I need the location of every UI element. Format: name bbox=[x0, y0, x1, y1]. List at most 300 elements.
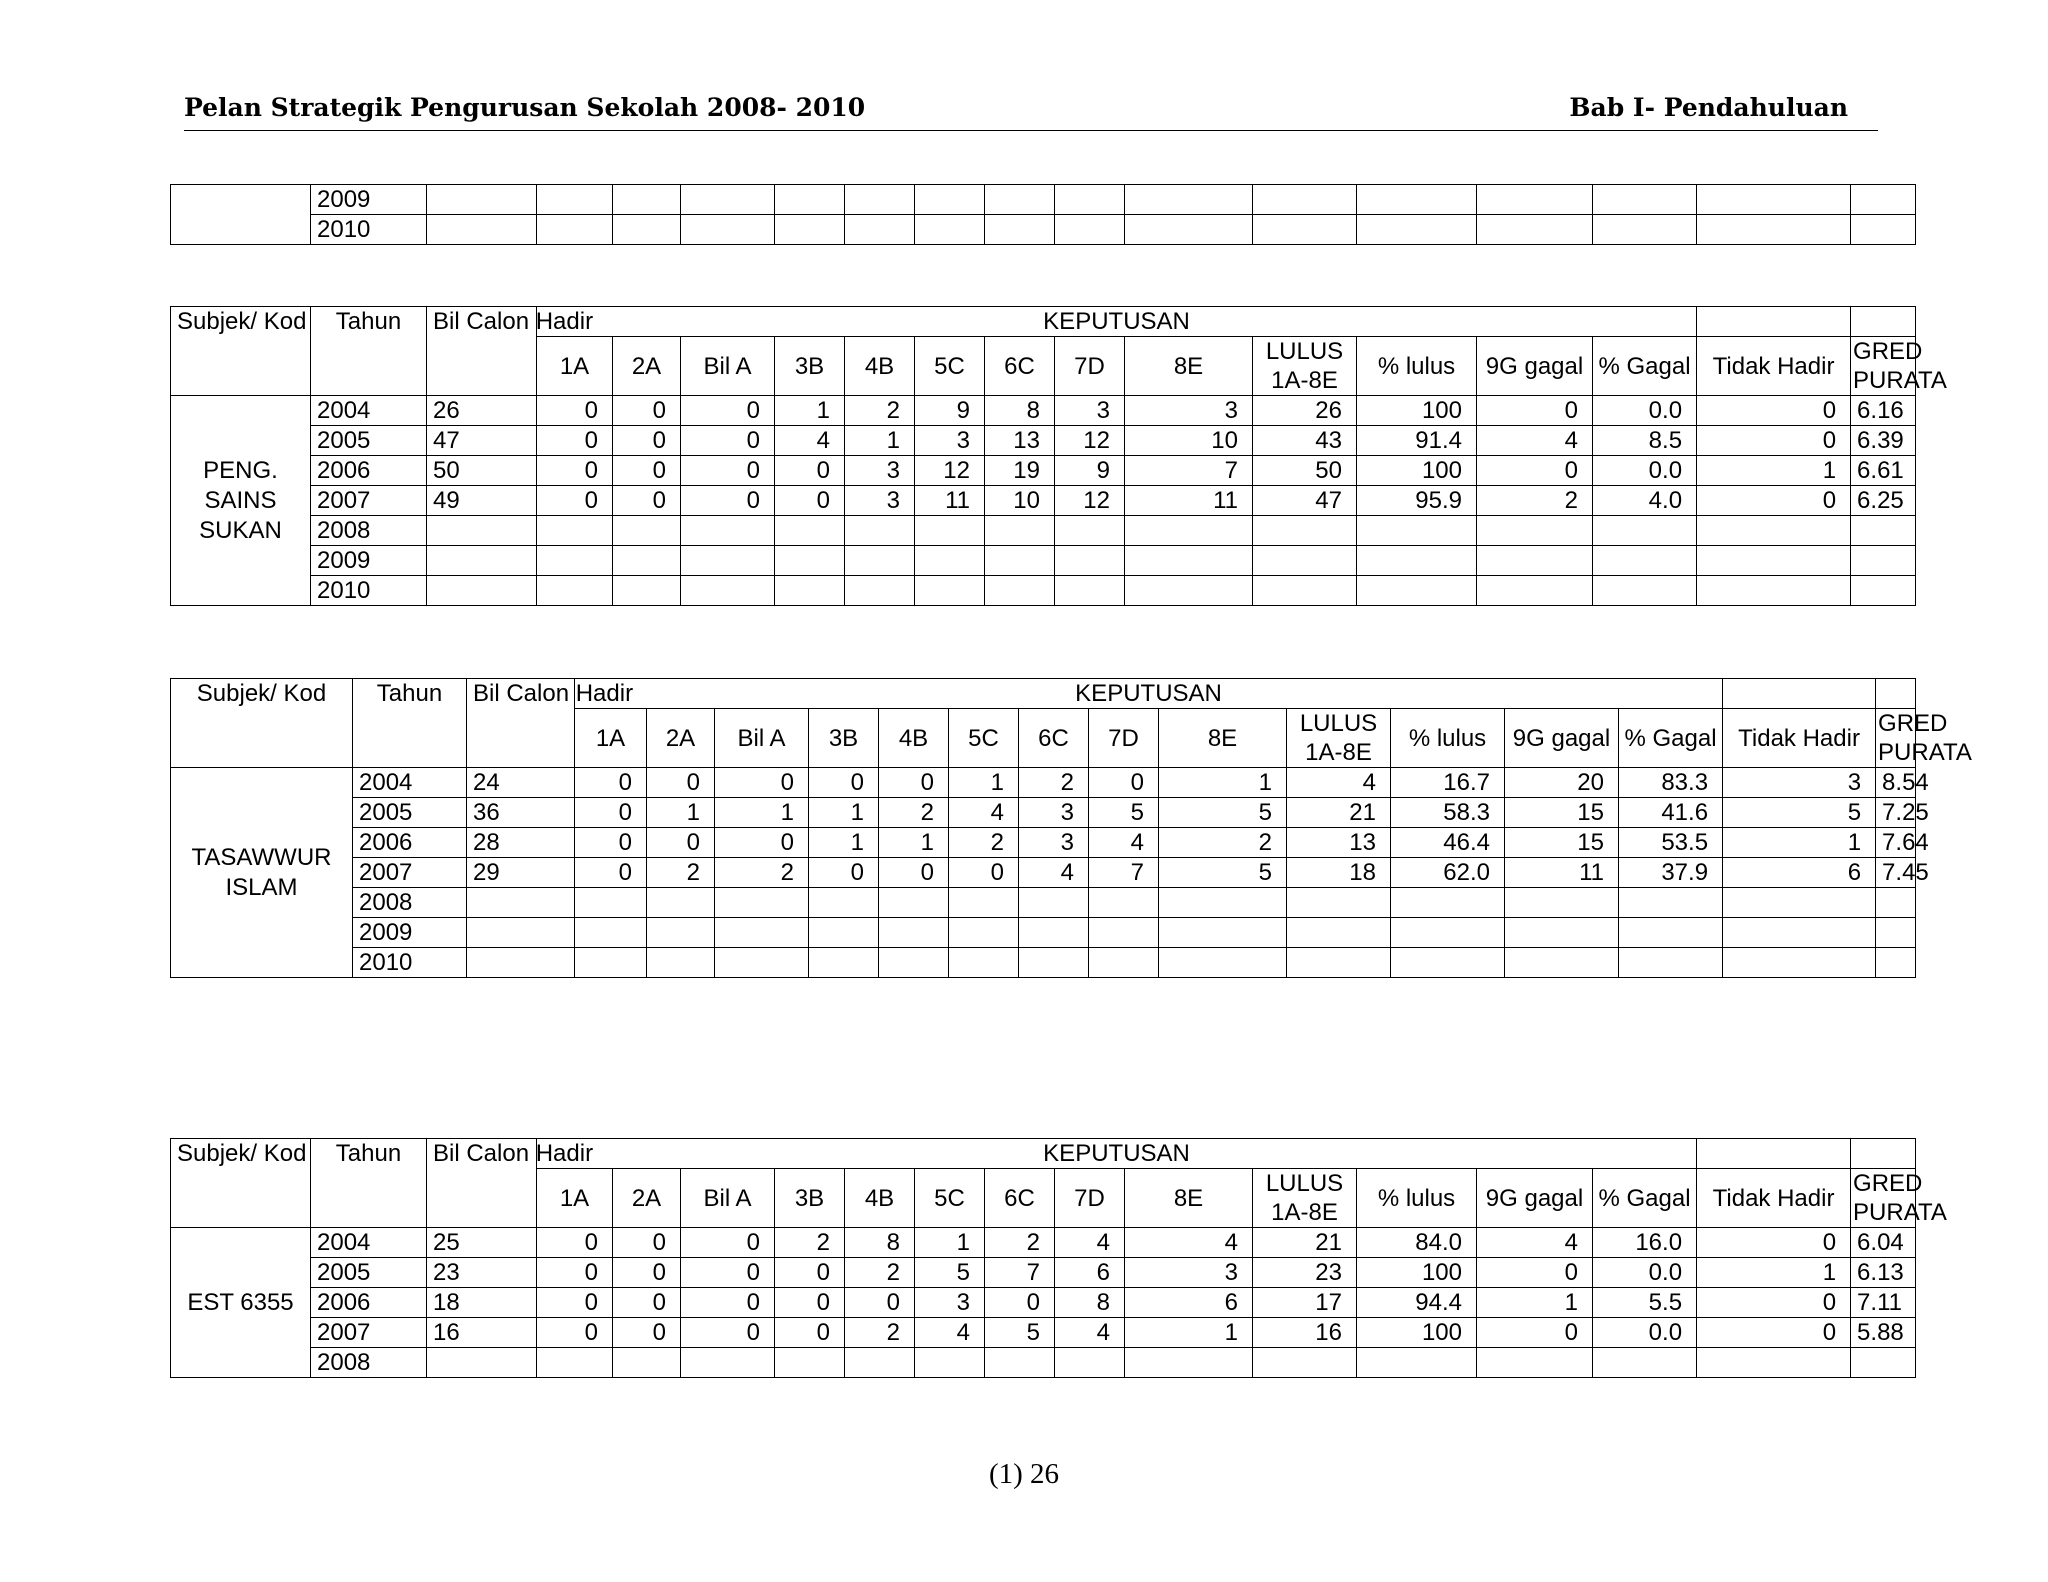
value-cell: 2 bbox=[985, 1228, 1055, 1258]
table-row bbox=[171, 396, 1916, 426]
table-cell bbox=[1253, 215, 1357, 245]
value-cell bbox=[1697, 546, 1851, 576]
header-blank bbox=[1723, 679, 1876, 709]
table-cell bbox=[915, 185, 985, 215]
results-header: KEPUTUSAN bbox=[537, 1139, 1697, 1169]
value-cell: 2 bbox=[1019, 768, 1089, 798]
value-cell: 6.13 bbox=[1851, 1258, 1916, 1288]
candidates-cell: 23 bbox=[427, 1258, 537, 1288]
value-cell: 0 bbox=[1477, 396, 1593, 426]
column-header: 3B bbox=[809, 709, 879, 768]
value-cell bbox=[985, 546, 1055, 576]
value-cell: 0.0 bbox=[1593, 396, 1697, 426]
value-cell bbox=[879, 888, 949, 918]
value-cell: 2 bbox=[949, 828, 1019, 858]
subject-code-header: Subjek/ Kod bbox=[171, 679, 353, 768]
value-cell: 11 bbox=[1505, 858, 1619, 888]
value-cell: 16 bbox=[1253, 1318, 1357, 1348]
value-cell bbox=[715, 888, 809, 918]
column-header: LULUS 1A-8E bbox=[1287, 709, 1391, 768]
value-cell bbox=[715, 918, 809, 948]
value-cell: 0 bbox=[1477, 1258, 1593, 1288]
value-cell bbox=[1697, 1348, 1851, 1378]
year-header: Tahun bbox=[353, 679, 467, 768]
column-header: 7D bbox=[1055, 337, 1125, 396]
value-cell: 1 bbox=[1159, 768, 1287, 798]
value-cell: 17 bbox=[1253, 1288, 1357, 1318]
value-cell: 6 bbox=[1055, 1258, 1125, 1288]
candidates-cell: 24 bbox=[467, 768, 575, 798]
table-cell bbox=[1125, 215, 1253, 245]
value-cell: 0 bbox=[575, 828, 647, 858]
value-cell: 0 bbox=[537, 396, 613, 426]
value-cell bbox=[681, 516, 775, 546]
column-header: Tidak Hadir bbox=[1723, 709, 1876, 768]
value-cell: 0 bbox=[537, 1258, 613, 1288]
value-cell: 15 bbox=[1505, 828, 1619, 858]
value-cell bbox=[1593, 546, 1697, 576]
value-cell: 7 bbox=[1089, 858, 1159, 888]
candidates-cell: 16 bbox=[427, 1318, 537, 1348]
value-cell bbox=[537, 546, 613, 576]
year-cell: 2010 bbox=[311, 215, 427, 245]
table-cell bbox=[1253, 185, 1357, 215]
value-cell: 0 bbox=[681, 426, 775, 456]
value-cell: 0 bbox=[1697, 426, 1851, 456]
value-cell: 12 bbox=[1055, 486, 1125, 516]
value-cell: 0 bbox=[613, 396, 681, 426]
value-cell: 13 bbox=[1287, 828, 1391, 858]
column-header: 5C bbox=[949, 709, 1019, 768]
year-cell: 2010 bbox=[311, 576, 427, 606]
year-cell: 2010 bbox=[353, 948, 467, 978]
year-cell: 2006 bbox=[353, 828, 467, 858]
value-cell: 9 bbox=[1055, 456, 1125, 486]
value-cell: 1 bbox=[775, 396, 845, 426]
table-cell bbox=[1697, 215, 1851, 245]
table-row bbox=[171, 798, 1916, 828]
value-cell: 5 bbox=[1159, 798, 1287, 828]
value-cell: 6 bbox=[1723, 858, 1876, 888]
column-header: 1A bbox=[537, 337, 613, 396]
value-cell: 7 bbox=[1125, 456, 1253, 486]
subject-code-header: Subjek/ Kod bbox=[171, 307, 311, 396]
table-cell bbox=[1477, 185, 1593, 215]
candidates-cell: 28 bbox=[467, 828, 575, 858]
value-cell bbox=[985, 576, 1055, 606]
value-cell bbox=[1019, 948, 1089, 978]
year-cell: 2006 bbox=[311, 456, 427, 486]
table-cell bbox=[1055, 185, 1125, 215]
value-cell bbox=[1851, 1348, 1916, 1378]
value-cell bbox=[1593, 576, 1697, 606]
value-cell: 0 bbox=[1697, 486, 1851, 516]
year-header: Tahun bbox=[311, 1139, 427, 1228]
value-cell: 12 bbox=[915, 456, 985, 486]
value-cell: 5 bbox=[985, 1318, 1055, 1348]
value-cell: 2 bbox=[845, 1258, 915, 1288]
value-cell bbox=[613, 516, 681, 546]
value-cell: 4 bbox=[1125, 1228, 1253, 1258]
table-cell bbox=[915, 215, 985, 245]
value-cell bbox=[1019, 888, 1089, 918]
value-cell bbox=[1851, 576, 1916, 606]
value-cell: 0 bbox=[1697, 396, 1851, 426]
column-header: 4B bbox=[845, 337, 915, 396]
value-cell: 0.0 bbox=[1593, 456, 1697, 486]
results-table bbox=[170, 678, 1972, 978]
candidates-header: Bil Calon Hadir bbox=[427, 1139, 537, 1228]
results-header: KEPUTUSAN bbox=[537, 307, 1697, 337]
column-header: 7D bbox=[1089, 709, 1159, 768]
value-cell bbox=[1287, 918, 1391, 948]
value-cell: 5 bbox=[1089, 798, 1159, 828]
table-row bbox=[171, 456, 1916, 486]
table-row bbox=[171, 888, 1916, 918]
column-header: GRED PURATA bbox=[1851, 337, 1916, 396]
value-cell: 1 bbox=[809, 798, 879, 828]
value-cell: 23 bbox=[1253, 1258, 1357, 1288]
value-cell: 1 bbox=[1697, 1258, 1851, 1288]
table-cell bbox=[681, 215, 775, 245]
value-cell: 10 bbox=[985, 486, 1055, 516]
table-cell bbox=[1357, 215, 1477, 245]
year-cell: 2009 bbox=[311, 185, 427, 215]
value-cell: 0 bbox=[537, 486, 613, 516]
year-cell: 2006 bbox=[311, 1288, 427, 1318]
value-cell: 58.3 bbox=[1391, 798, 1505, 828]
value-cell: 3 bbox=[845, 486, 915, 516]
value-cell bbox=[1159, 948, 1287, 978]
year-cell: 2005 bbox=[311, 426, 427, 456]
value-cell bbox=[613, 576, 681, 606]
value-cell: 62.0 bbox=[1391, 858, 1505, 888]
subject-cell bbox=[171, 185, 311, 245]
value-cell: 0 bbox=[879, 858, 949, 888]
column-header: 1A bbox=[575, 709, 647, 768]
value-cell: 19 bbox=[985, 456, 1055, 486]
value-cell: 0 bbox=[775, 1288, 845, 1318]
value-cell: 0 bbox=[537, 456, 613, 486]
value-cell: 2 bbox=[1159, 828, 1287, 858]
value-cell bbox=[1089, 918, 1159, 948]
value-cell bbox=[949, 948, 1019, 978]
value-cell bbox=[845, 1348, 915, 1378]
year-cell: 2008 bbox=[311, 516, 427, 546]
candidates-cell: 25 bbox=[427, 1228, 537, 1258]
year-cell: 2005 bbox=[353, 798, 467, 828]
value-cell bbox=[647, 888, 715, 918]
year-header: Tahun bbox=[311, 307, 427, 396]
table-cell bbox=[845, 185, 915, 215]
value-cell: 0 bbox=[1089, 768, 1159, 798]
value-cell: 2 bbox=[715, 858, 809, 888]
value-cell bbox=[1391, 888, 1505, 918]
value-cell bbox=[715, 948, 809, 978]
value-cell: 3 bbox=[1019, 798, 1089, 828]
value-cell bbox=[1697, 516, 1851, 546]
value-cell bbox=[1159, 918, 1287, 948]
value-cell: 0 bbox=[613, 426, 681, 456]
value-cell bbox=[775, 576, 845, 606]
value-cell bbox=[1019, 918, 1089, 948]
candidates-cell: 50 bbox=[427, 456, 537, 486]
table-row bbox=[171, 828, 1916, 858]
value-cell: 7.45 bbox=[1876, 858, 1916, 888]
value-cell: 1 bbox=[1125, 1318, 1253, 1348]
value-cell: 4 bbox=[1055, 1318, 1125, 1348]
table-cell bbox=[427, 185, 537, 215]
table-cell bbox=[1477, 215, 1593, 245]
value-cell: 0 bbox=[775, 456, 845, 486]
value-cell bbox=[949, 918, 1019, 948]
table-row bbox=[171, 768, 1916, 798]
value-cell bbox=[1125, 516, 1253, 546]
table-cell bbox=[1593, 185, 1697, 215]
value-cell: 3 bbox=[1723, 768, 1876, 798]
value-cell bbox=[879, 918, 949, 948]
value-cell bbox=[1287, 948, 1391, 978]
value-cell: 1 bbox=[647, 798, 715, 828]
value-cell: 7 bbox=[985, 1258, 1055, 1288]
value-cell: 11 bbox=[915, 486, 985, 516]
column-header: Bil A bbox=[681, 1169, 775, 1228]
value-cell bbox=[1253, 546, 1357, 576]
candidates-cell: 18 bbox=[427, 1288, 537, 1318]
value-cell bbox=[1477, 1348, 1593, 1378]
value-cell bbox=[1477, 546, 1593, 576]
column-header: 4B bbox=[845, 1169, 915, 1228]
value-cell bbox=[575, 888, 647, 918]
value-cell: 0 bbox=[775, 1258, 845, 1288]
column-header: 7D bbox=[1055, 1169, 1125, 1228]
value-cell: 1 bbox=[949, 768, 1019, 798]
year-cell: 2007 bbox=[311, 1318, 427, 1348]
value-cell: 4 bbox=[1089, 828, 1159, 858]
value-cell: 4 bbox=[1055, 1228, 1125, 1258]
value-cell: 0 bbox=[537, 1288, 613, 1318]
value-cell bbox=[915, 576, 985, 606]
column-header: 6C bbox=[985, 1169, 1055, 1228]
candidates-cell: 26 bbox=[427, 396, 537, 426]
value-cell: 83.3 bbox=[1619, 768, 1723, 798]
value-cell: 0 bbox=[613, 1288, 681, 1318]
value-cell: 0.0 bbox=[1593, 1318, 1697, 1348]
value-cell: 0 bbox=[613, 1228, 681, 1258]
value-cell bbox=[775, 1348, 845, 1378]
header-blank bbox=[1851, 1139, 1916, 1169]
year-cell: 2009 bbox=[311, 546, 427, 576]
value-cell bbox=[809, 918, 879, 948]
value-cell: 4 bbox=[1477, 426, 1593, 456]
value-cell: 3 bbox=[845, 456, 915, 486]
column-header: Bil A bbox=[681, 337, 775, 396]
value-cell: 3 bbox=[1125, 1258, 1253, 1288]
value-cell: 0 bbox=[681, 396, 775, 426]
value-cell bbox=[1876, 948, 1916, 978]
value-cell: 8.54 bbox=[1876, 768, 1916, 798]
value-cell: 2 bbox=[845, 396, 915, 426]
value-cell: 4 bbox=[915, 1318, 985, 1348]
value-cell bbox=[647, 948, 715, 978]
candidates-cell: 29 bbox=[467, 858, 575, 888]
value-cell bbox=[1477, 576, 1593, 606]
value-cell: 15 bbox=[1505, 798, 1619, 828]
value-cell bbox=[1159, 888, 1287, 918]
value-cell bbox=[1055, 1348, 1125, 1378]
value-cell: 7.11 bbox=[1851, 1288, 1916, 1318]
value-cell bbox=[1619, 918, 1723, 948]
value-cell: 0 bbox=[845, 1288, 915, 1318]
subject-code-header: Subjek/ Kod bbox=[171, 1139, 311, 1228]
value-cell bbox=[1505, 918, 1619, 948]
subject-cell: TASAWWUR ISLAM bbox=[171, 768, 353, 978]
header-row bbox=[171, 679, 1916, 709]
column-header: 8E bbox=[1125, 1169, 1253, 1228]
value-cell bbox=[1357, 1348, 1477, 1378]
value-cell: 16.7 bbox=[1391, 768, 1505, 798]
value-cell bbox=[915, 1348, 985, 1378]
value-cell: 6.04 bbox=[1851, 1228, 1916, 1258]
value-cell bbox=[537, 576, 613, 606]
candidates-cell bbox=[467, 948, 575, 978]
value-cell: 2 bbox=[647, 858, 715, 888]
value-cell: 20 bbox=[1505, 768, 1619, 798]
value-cell: 10 bbox=[1125, 426, 1253, 456]
value-cell: 2 bbox=[1477, 486, 1593, 516]
value-cell: 0 bbox=[647, 828, 715, 858]
value-cell: 7.25 bbox=[1876, 798, 1916, 828]
column-header: 4B bbox=[879, 709, 949, 768]
value-cell: 0 bbox=[1697, 1228, 1851, 1258]
value-cell bbox=[1125, 546, 1253, 576]
table-cell bbox=[1593, 215, 1697, 245]
value-cell: 100 bbox=[1357, 396, 1477, 426]
value-cell: 18 bbox=[1287, 858, 1391, 888]
value-cell bbox=[1089, 888, 1159, 918]
value-cell bbox=[1593, 516, 1697, 546]
table-cell bbox=[613, 185, 681, 215]
value-cell bbox=[537, 1348, 613, 1378]
value-cell: 0 bbox=[715, 768, 809, 798]
column-header: 1A bbox=[537, 1169, 613, 1228]
header-row bbox=[171, 1139, 1916, 1169]
value-cell: 1 bbox=[915, 1228, 985, 1258]
year-cell: 2007 bbox=[353, 858, 467, 888]
header-blank bbox=[1876, 679, 1916, 709]
value-cell: 0 bbox=[775, 1318, 845, 1348]
year-cell: 2005 bbox=[311, 1258, 427, 1288]
table-cell bbox=[985, 215, 1055, 245]
value-cell bbox=[1253, 516, 1357, 546]
page-header bbox=[184, 90, 1878, 131]
value-cell bbox=[613, 1348, 681, 1378]
table-cell bbox=[1125, 185, 1253, 215]
value-cell bbox=[1505, 888, 1619, 918]
value-cell: 0 bbox=[681, 1288, 775, 1318]
results-header: KEPUTUSAN bbox=[575, 679, 1723, 709]
year-cell: 2008 bbox=[353, 888, 467, 918]
table-cell bbox=[845, 215, 915, 245]
value-cell bbox=[985, 1348, 1055, 1378]
value-cell bbox=[845, 576, 915, 606]
value-cell bbox=[1391, 918, 1505, 948]
table-row bbox=[171, 1228, 1916, 1258]
value-cell bbox=[1357, 576, 1477, 606]
table-row bbox=[171, 516, 1916, 546]
column-header: 2A bbox=[647, 709, 715, 768]
table-cell bbox=[681, 185, 775, 215]
value-cell: 3 bbox=[915, 426, 985, 456]
table-row bbox=[171, 576, 1916, 606]
table-cell bbox=[1851, 215, 1916, 245]
value-cell: 1 bbox=[1477, 1288, 1593, 1318]
value-cell: 41.6 bbox=[1619, 798, 1723, 828]
value-cell bbox=[845, 516, 915, 546]
value-cell bbox=[1253, 576, 1357, 606]
table-cell bbox=[1851, 185, 1916, 215]
value-cell bbox=[845, 546, 915, 576]
candidates-cell: 36 bbox=[467, 798, 575, 828]
results-table bbox=[170, 1138, 1947, 1378]
table-cell bbox=[537, 215, 613, 245]
header-blank bbox=[1697, 1139, 1851, 1169]
value-cell bbox=[681, 576, 775, 606]
value-cell: 0 bbox=[1477, 1318, 1593, 1348]
value-cell: 43 bbox=[1253, 426, 1357, 456]
value-cell: 12 bbox=[1055, 426, 1125, 456]
value-cell: 47 bbox=[1253, 486, 1357, 516]
value-cell: 0 bbox=[537, 1318, 613, 1348]
value-cell: 3 bbox=[915, 1288, 985, 1318]
value-cell bbox=[1619, 888, 1723, 918]
candidates-cell: 47 bbox=[427, 426, 537, 456]
column-header: 9G gagal bbox=[1477, 1169, 1593, 1228]
value-cell: 8.5 bbox=[1593, 426, 1697, 456]
value-cell bbox=[915, 546, 985, 576]
candidates-cell bbox=[467, 918, 575, 948]
table-row bbox=[171, 215, 1916, 245]
value-cell: 100 bbox=[1357, 456, 1477, 486]
column-header: 2A bbox=[613, 1169, 681, 1228]
value-cell bbox=[879, 948, 949, 978]
value-cell bbox=[681, 546, 775, 576]
value-cell: 21 bbox=[1253, 1228, 1357, 1258]
table-cell bbox=[427, 215, 537, 245]
value-cell: 2 bbox=[775, 1228, 845, 1258]
value-cell bbox=[1697, 576, 1851, 606]
value-cell: 0 bbox=[647, 768, 715, 798]
value-cell: 5.88 bbox=[1851, 1318, 1916, 1348]
value-cell: 13 bbox=[985, 426, 1055, 456]
column-header: LULUS 1A-8E bbox=[1253, 1169, 1357, 1228]
value-cell: 0 bbox=[613, 1318, 681, 1348]
value-cell bbox=[613, 546, 681, 576]
table-cell bbox=[1357, 185, 1477, 215]
value-cell bbox=[949, 888, 1019, 918]
value-cell bbox=[1723, 918, 1876, 948]
value-cell: 0 bbox=[1477, 456, 1593, 486]
value-cell: 5 bbox=[915, 1258, 985, 1288]
value-cell: 6.25 bbox=[1851, 486, 1916, 516]
value-cell bbox=[1357, 546, 1477, 576]
candidates-cell bbox=[427, 576, 537, 606]
page-number: (1) 26 bbox=[988, 1458, 1060, 1490]
year-cell: 2007 bbox=[311, 486, 427, 516]
value-cell bbox=[575, 918, 647, 948]
column-header: GRED PURATA bbox=[1851, 1169, 1916, 1228]
column-header: 6C bbox=[1019, 709, 1089, 768]
